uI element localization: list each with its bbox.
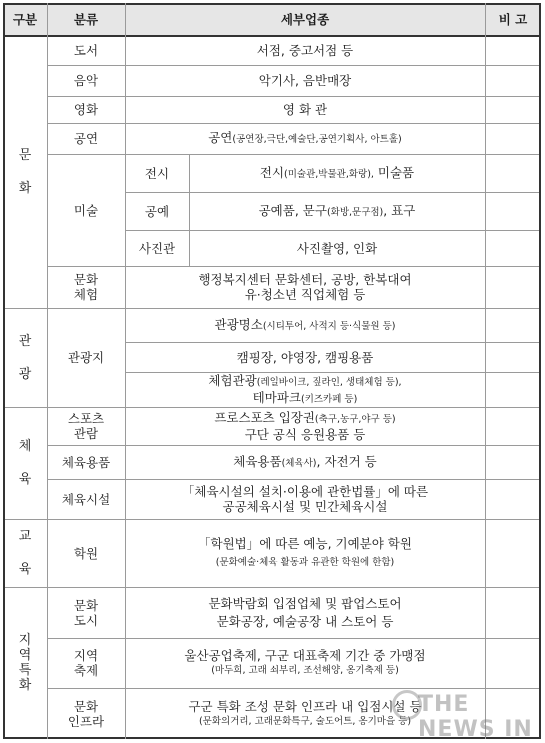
sub-exhibit: 전시: [144, 165, 170, 181]
rule: [47, 123, 541, 124]
rule: [47, 445, 541, 446]
detail-music: 악기사, 음반매장: [258, 73, 352, 88]
cls-culture-experience: 문화 체험: [73, 272, 99, 302]
rule: [3, 587, 541, 588]
detail-sports-goods: 체육용품(체육사), 자전거 등: [233, 453, 377, 469]
detail-attractions: 관광명소(시티투어, 사적지 등·식물원 등): [214, 316, 396, 332]
section-culture: 문 화: [18, 148, 32, 196]
header-detail: 세부업종: [125, 3, 485, 35]
rule: [3, 519, 541, 520]
detail-books: 서점, 중고서점 등: [256, 43, 354, 58]
detail-culture-infra: 구군 특화 조성 문화 인프라 내 입점시설 등 (문화의거리, 고래문화특구, 술도어트, 옹기마을 등): [188, 698, 422, 727]
detail-sports-spectating: 프로스포츠 입장권(축구,농구,야구 등) 구단 공식 응원용품 등: [214, 410, 396, 442]
rule: [125, 192, 541, 193]
cls-academy: 학원: [73, 545, 99, 561]
cls-local-festival: 지역 축제: [73, 648, 99, 678]
rule-col: [125, 3, 126, 739]
cls-art: 미술: [73, 202, 99, 218]
detail-local-festival: 울산공업축제, 구군 대표축제 기간 중 가맹점 (마두희, 고래 쇠부리, 조선해양, 옹기축제 등): [184, 648, 426, 676]
header-classification: 분류: [47, 3, 125, 35]
detail-culture-city: 문화박람회 입점업체 및 팝업스토어 문화공장, 예술공장 내 스토어 등: [208, 596, 402, 629]
cls-culture-infra: 문화 인프라: [67, 698, 105, 729]
business-category-table: [3, 3, 541, 739]
rule-left: [3, 3, 5, 739]
sub-craft: 공예: [144, 203, 170, 219]
cls-sports-facility: 체육시설: [61, 491, 111, 507]
detail-craft: 공예품, 문구(화방,문구점), 표구: [258, 202, 416, 218]
rule-col: [47, 3, 48, 739]
cls-performance: 공연: [73, 131, 99, 146]
header-category: 구분: [3, 3, 47, 35]
detail-film: 영 화 관: [282, 102, 328, 117]
detail-exhibit: 전시(미술관,박물관,화랑), 미술품: [259, 164, 415, 180]
rule-col: [485, 3, 486, 739]
detail-academy: 「학원법」에 따른 예능, 기예분야 학원 (문화예술·체육 활동과 유관한 학원에 한함): [198, 536, 412, 568]
section-tourism: 관 광: [18, 333, 32, 382]
rule-right: [539, 3, 541, 739]
rule-col: [189, 154, 190, 266]
section-sports: 체 육: [18, 439, 32, 487]
cls-books: 도서: [73, 43, 99, 58]
rule: [125, 230, 541, 231]
rule: [125, 342, 541, 343]
cls-culture-city: 문화 도시: [73, 597, 99, 628]
rule: [47, 688, 541, 689]
rule: [3, 407, 541, 408]
detail-experience-tourism: 체험관광(레일바이크, 짚라인, 생태체험 등), 테마파크(키즈카페 등): [208, 372, 402, 405]
cls-tourist-site: 관광지: [67, 350, 105, 365]
watermark: THE NEWS IN: [418, 692, 533, 742]
rule: [47, 154, 541, 155]
header-remarks: 비 고: [485, 3, 541, 35]
rule: [47, 479, 541, 480]
rule: [125, 372, 541, 373]
detail-camping: 캠핑장, 야영장, 캠핑용품: [236, 349, 374, 365]
detail-culture-experience: 행정복지센터 문화센터, 공방, 한복대여 유·청소년 직업체험 등: [198, 272, 412, 302]
rule: [47, 96, 541, 97]
rule: [3, 308, 541, 309]
rule: [47, 638, 541, 639]
section-education: 교 육: [18, 529, 32, 577]
detail-sports-facility: 「체육시설의 설치·이용에 관한법률」에 따른 공공체육시설 및 민간체육시설: [181, 484, 429, 514]
cls-sports-spectating: 스포츠 관람: [67, 411, 105, 441]
detail-photo: 사진촬영, 인화: [296, 240, 378, 256]
cls-music: 음악: [73, 73, 99, 88]
rule-header: [3, 35, 541, 37]
detail-performance: 공연(공연장,극단,예술단,공연기획사, 아트홀): [208, 130, 402, 145]
rule: [47, 266, 541, 267]
cls-film: 영화: [73, 102, 99, 117]
rule: [47, 65, 541, 66]
rule-top: [3, 3, 541, 5]
section-regional: 지 역 특 화: [18, 633, 32, 693]
cls-sports-goods: 체육용품: [61, 454, 111, 470]
sub-photo: 사진관: [138, 240, 176, 256]
